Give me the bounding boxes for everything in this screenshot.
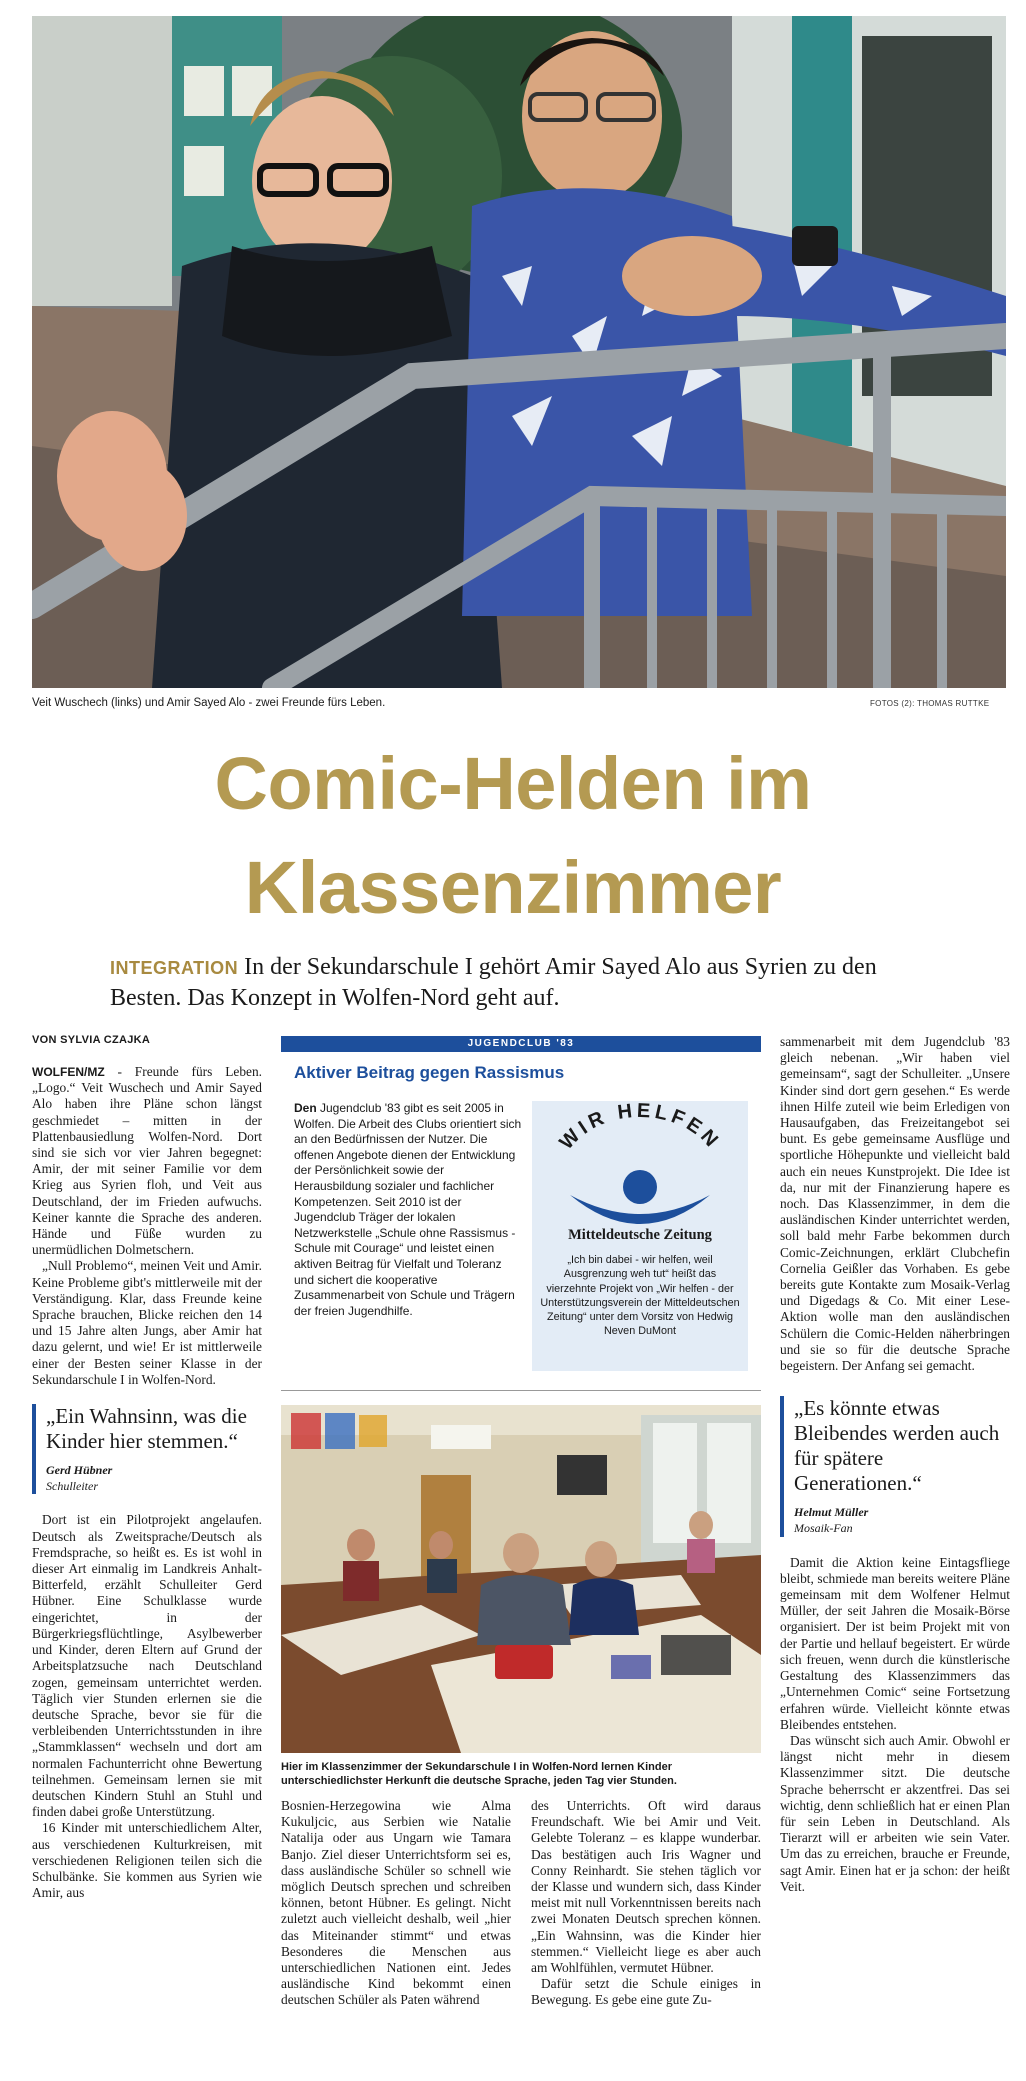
paragraph xyxy=(32,1064,262,1258)
column-1 xyxy=(32,1064,262,1901)
classroom-caption: Hier im Klassenzimmer der Sekundarschule I in Wolfen-Nord lernen Kinder unterschiedlichster Herkunft die deutsche Sprache, jeden Tag vier Stunden. xyxy=(281,1761,677,1787)
box-header: JUGENDCLUB '83 xyxy=(281,1036,761,1052)
headline xyxy=(0,732,1026,940)
byline: VON SYLVIA CZAJKA xyxy=(32,1034,151,1046)
logo-quote: „Ich bin dabei - wir helfen, weil Ausgrenzung weh tut“ heißt das vierzehnte Projekt von „Wir helfen - der Unterstützungsverein der Mitteldeutschen Zeitung“ unter dem Vorsitz von Hedwig Neven DuMont xyxy=(540,1254,740,1338)
paragraph: Bosnien-Herzegowina wie Alma Kukuljcic, aus Serbien wie Natalie Natalija oder aus Ungarn wie Tamara Banjo. Ziel dieser Unterrichtsform sei es, dass ausländische Schüler so schnell wie möglich Deutsch sprechen und schreiben können, betont Hübner. Es gelingt. Nicht zuletzt auch vielleicht deshalb, weil „hier das Miteinander stimmt“ und etwas Besonderes die Menschen aus unterschiedlichen Nationen eint. Jedes ausländische Kind bekommt einen deutschen Schüler als Paten während xyxy=(281,1798,511,2008)
paragraph: „Null Problemo“, meinen Veit und Amir. Keine Probleme gibt's mittlerweile mit der Verständigung. Klar, dass Freunde keine Sprache brauchen, Blicke reichen den 14 und 15 Jahre alten Jungs, aber Amir hat dazu gelernt, und wie! Er ist mittlerweile einer der Besten seiner Klasse in der Sekundarschule I in Wolfen-Nord. xyxy=(32,1258,262,1387)
headline-line-2: Klassenzimmer xyxy=(244,846,782,929)
dateline: WOLFEN/MZ xyxy=(32,1065,105,1079)
pull-quote-1 xyxy=(32,1404,262,1494)
box-text xyxy=(294,1101,522,1319)
box-title: Aktiver Beitrag gegen Rassismus xyxy=(294,1063,565,1082)
hero-photo xyxy=(32,16,1006,688)
paragraph: Dafür setzt die Schule einiges in Bewegung. Es gebe eine gute Zu- xyxy=(531,1976,761,2008)
paragraph-text: - Freunde fürs Leben. „Logo.“ Veit Wuschech und Amir Sayed Alo haben ihre Pläne schon längst geschmiedet – mitten in der Plattenbausiedlung Wolfen-Nord. Dort sind sie sich vor vier Jahren begegnet: Amir, der mit seiner Familie vor dem Krieg aus Syrien floh, und Veit aus Deutschland, der im Frieden aufwuchs. Keiner kannte die Sprache des anderen. Hände und Füße wurden zu unermüdlichen Dolmetschern. xyxy=(32,1064,262,1258)
logo-paper-name: Mitteldeutsche Zeitung xyxy=(568,1227,712,1243)
pull-quote-text: „Es könnte etwas Bleibendes werden auch für spätere Generationen.“ xyxy=(794,1396,1000,1496)
pull-quote-role: Schulleiter xyxy=(46,1479,98,1494)
box-text-body: Jugendclub '83 gibt es seit 2005 in Wolfen. Die Arbeit des Clubs orientiert sich an den Bedürfnissen der Nutzer. Die offenen Angebote dienen der Entwicklung der Persönlichkeit sowie der Herausbildung sozialer und fachlicher Kompetenzen. Seit 2010 ist der Jugendclub Träger der lokalen Netzwerkstelle „Schule ohne Rassismus - Schule mit Courage“ und leistet einen aktiven Beitrag für Vielfalt und Toleranz und sichert die kooperative Zusammenarbeit von Schule und Trägern der freien Jugendhilfe. xyxy=(294,1101,522,1318)
wir-helfen-panel xyxy=(532,1101,748,1371)
deck-kicker: INTEGRATION xyxy=(110,958,239,978)
photo-credit: FOTOS (2): THOMAS RUTTKE xyxy=(870,699,990,708)
box-divider xyxy=(281,1390,761,1391)
paragraph: Damit die Aktion keine Eintagsfliege bleibt, schmiede man bereits weitere Pläne gemeinsam mit dem Wolfener Helmut Müller, der seit Jahren die Mosaik-Börse organisiert. Der ist beim Projekt mit von der Partie und hellauf begeistert. Er würde sich freuen, wenn durch die künstlerische Gestaltung des Klassenzimmers das „Unternehmen Comic“ seine Fortsetzung erfahren würde. Vielleicht könnte etwas Bleibendes entstehen. xyxy=(780,1554,1010,1732)
headline-line-1: Comic-Helden im xyxy=(214,742,812,825)
paragraph: sammenarbeit mit dem Jugendclub '83 gleich nebenan. „Wir haben viel gemeinsam“, sagt der Schulleiter. „Unsere Kinder sind dort gern gesehen.“ Es werde ihnen Hilfe zuteil wie beim Erledigen von Hausaufgaben, das Freizeitangebot sei bunt. Es gebe gemeinsame Ausflüge und sportliche Höhepunkte und vielleicht bald auch ein neues Kunstprojekt. Die Idee ist da, nur mit der Finanzierung hapere es noch. Das Klassenzimmer, in dem die ausländischen Kinder unterrichtet werden, soll bald mehr Farbe bekommen durch Comic-Zeichnungen, erklärt Clubchefin Cornelia Geißler das Vorhaben. Es gebe bereits gute Kontakte zum Mosaik-Verlag und Digedags & Co. Mit einer Lese-Aktion wolle man den ausländischen Schülern die Comic-Helden näherbringen und sie so für die deutsche Sprache begeistern. Der Anfang sei gemacht. xyxy=(780,1034,1010,1374)
pull-quote-name: Gerd Hübner xyxy=(46,1463,113,1478)
paragraph: 16 Kinder mit unterschiedlichem Alter, aus verschiedenen Kulturkreisen, mit verschiedenen Religionen teilen sich die Schulbänke. Sie kommen aus Syrien wie Amir, aus xyxy=(32,1820,262,1901)
box-text-lead: Den xyxy=(294,1101,317,1115)
pull-quote-name: Helmut Müller xyxy=(794,1505,869,1520)
pull-quote-role: Mosaik-Fan xyxy=(794,1521,853,1536)
classroom-photo xyxy=(281,1405,761,1753)
paragraph: des Unterrichts. Oft wird daraus Freundschaft. Wie bei Amir und Veit. Gelebte Toleranz – es klappe wunderbar. Das bestätigen auch Iris Wagner und Conny Reinhardt. Sie stehen täglich vor der Klasse und wundern sich, dass Kinder meist mit null Vorkenntnissen bereits nach zwei Monaten Deutsch sprechen können. „Ein Wahnsinn, was die Kinder hier stemmen.“ Vielleicht liege es aber auch am Wohlfühlen, vermutet Hübner. xyxy=(531,1798,761,1976)
photo-caption: Veit Wuschech (links) und Amir Sayed Alo - zwei Freunde fürs Leben. xyxy=(32,697,386,709)
pull-quote-text: „Ein Wahnsinn, was die Kinder hier stemmen.“ xyxy=(46,1404,247,1454)
deck xyxy=(110,952,930,1013)
svg-text:WIR HELFEN xyxy=(555,1101,724,1154)
column-3 xyxy=(531,1798,761,2009)
logo-text: WIR HELFEN xyxy=(555,1101,725,1155)
column-4 xyxy=(780,1034,1010,1895)
pull-quote-2 xyxy=(780,1396,1010,1536)
deck-text: In der Sekundarschule I gehört Amir Sayed Alo aus Syrien zu den Besten. Das Konzept in Wolfen-Nord geht auf. xyxy=(110,954,877,1011)
column-2 xyxy=(281,1798,511,2009)
paragraph: Das wünscht sich auch Amir. Obwohl er längst nicht mehr in diesem Klassenzimmer sitzt. Die deutsche Sprache beherrscht er akzentfrei. Das sei wichtig, denn schließlich hat er einen Plan für sein Leben in Deutschland. Als Tierarzt will er arbeiten wie sein Vater. Um das zu erreichen, brauche er Freunde, sagt Amir. Einen hat er ja schon: der heißt Veit. xyxy=(780,1732,1010,1894)
paragraph: Dort ist ein Pilotprojekt angelaufen. Deutsch als Zweitsprache/Deutsch als Fremdsprache, so heißt es. Es ist wohl in dieser Art einmalig im Landkreis Anhalt-Bitterfeld, erzählt Schulleiter Gerd Hübner. Eine Schulklasse wurde eingerichtet, in der Bürgerkriegsflüchtlinge, Asylbewerber und Kinder, deren Eltern auf Grund der Arbeitsplatzsuche nach Deutschland zogen, gemeinsam unterrichtet werden. Täglich vier Stunden erlernen sie die deutsche Sprache, bevor sie für die verbleibenden Unterrichtsstunden in ihre „Stammklassen“ wechseln und dort am normalen Fachunterricht ohne Bewertung teilnehmen. Gemeinsam lernen sie mit deutschen Kindern Stuhl an Stuhl und finden dabei große Unterstützung. xyxy=(32,1512,262,1820)
wir-helfen-logo xyxy=(532,1101,748,1225)
eye-icon xyxy=(623,1170,657,1204)
